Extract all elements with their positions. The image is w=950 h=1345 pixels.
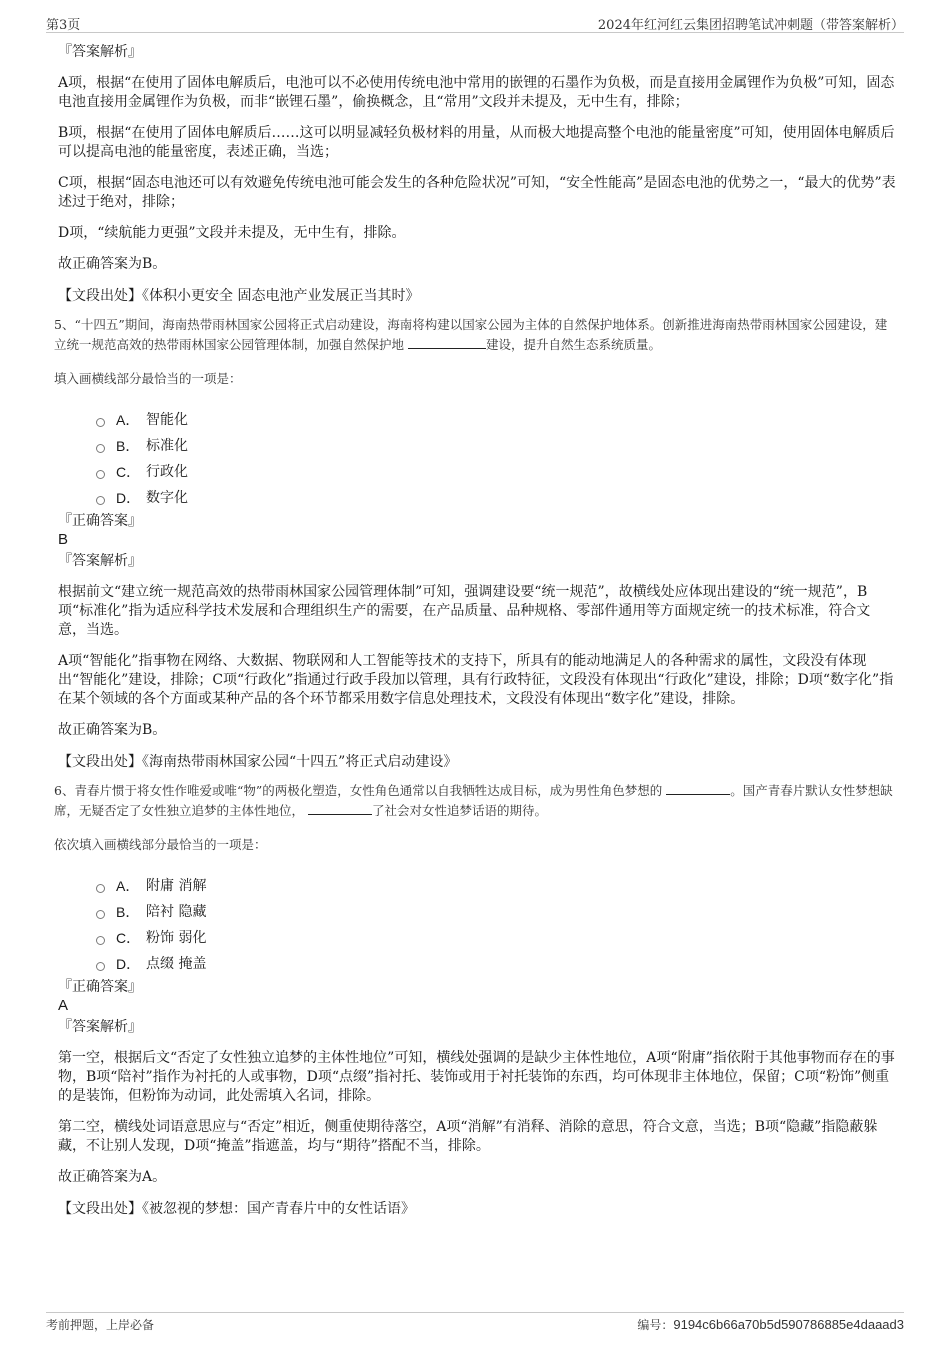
question-text: 。国产青春片默认女性梦想缺席，无疑否定了女性独立追梦的主体性地位， bbox=[54, 783, 893, 818]
question-instruction: 依次填入画横线部分最恰当的一项是： bbox=[54, 837, 267, 852]
radio-button[interactable] bbox=[96, 962, 105, 971]
question-text: 6、青春片惯于将女性作唯爱或唯“物”的两极化塑造，女性角色通常以自我牺牲达成目标，成为男性角色梦想的 bbox=[54, 783, 667, 798]
radio-button[interactable] bbox=[96, 884, 105, 893]
page-footer bbox=[46, 1312, 904, 1333]
footer-slogan: 考前押题，上岸必备 bbox=[46, 1318, 155, 1332]
question-6-options bbox=[96, 873, 896, 977]
correct-answer: A bbox=[58, 997, 69, 1014]
analysis-label: 『答案解析』 bbox=[58, 553, 142, 569]
option-c[interactable]: C． 行政化 bbox=[96, 459, 896, 485]
option-d[interactable]: D． 点缀 掩盖 bbox=[96, 951, 896, 977]
analysis-paragraph: A项“智能化”指事物在网络、大数据、物联网和人工智能等技术的支持下，所具有的能动地满足人的各种需求的属性，文段没有体现出“智能化”建设，排除；C项“行政化”指通过行政手段加以管理，具有行政特征，文段没有体现出“行政化”建设，排除；D项“数字化”指在某个领域的各个方面或某种产品的各个环节都采用数字信息处理技术，文段没有体现出“数字化”建设，排除。 bbox=[58, 653, 894, 707]
radio-button[interactable] bbox=[96, 496, 105, 505]
correct-answer: B bbox=[58, 531, 69, 548]
page-header bbox=[46, 14, 904, 33]
analysis-paragraph: D项，“续航能力更强”文段并未提及，无中生有，排除。 bbox=[58, 225, 406, 241]
analysis-label: 『答案解析』 bbox=[58, 1019, 142, 1035]
option-b[interactable]: B． 标准化 bbox=[96, 433, 896, 459]
question-text: 了社会对女性追梦话语的期待。 bbox=[371, 803, 547, 818]
analysis-paragraph: A项，根据“在使用了固体电解质后，电池可以不必使用传统电池中常用的嵌锂的石墨作为负极，而是直接用金属锂作为负极”可知，固态电池直接用金属锂作为负极，而非“嵌锂石墨”，偷换概念，且“常用”文段并未提及，无中生有，排除； bbox=[58, 75, 895, 110]
source-citation: 【文段出处】《被忽视的梦想：国产青春片中的女性话语》 bbox=[58, 1201, 415, 1217]
analysis-paragraph: 根据前文“建立统一规范高效的热带雨林国家公园管理体制”可知，强调建设要“统一规范”，故横线处应体现出建设的“统一规范”，B项“标准化”指为适应科学技术发展和合理组织生产的需要，在产品质量、品种规格、零部件通用等方面规定统一的技术标准，符合文意，当选。 bbox=[58, 584, 871, 638]
radio-button[interactable] bbox=[96, 910, 105, 919]
correct-answer-label: 『正确答案』 bbox=[58, 979, 142, 995]
conclusion: 故正确答案为B。 bbox=[58, 722, 167, 738]
fill-blank bbox=[308, 801, 372, 815]
analysis-label: 『答案解析』 bbox=[58, 44, 142, 60]
question-instruction: 填入画横线部分最恰当的一项是： bbox=[54, 371, 242, 386]
analysis-paragraph: 第二空，横线处词语意思应与“否定”相近，侧重使期待落空，A项“消解”有消释、消除的意思，符合文意，当选；B项“隐藏”指隐蔽躲藏，不让别人发现，D项“掩盖”指遮盖，均与“期待”搭配不当，排除。 bbox=[58, 1119, 878, 1154]
conclusion: 故正确答案为B。 bbox=[58, 256, 167, 272]
radio-button[interactable] bbox=[96, 418, 105, 427]
question-text: 建设，提升自然生态系统质量。 bbox=[485, 337, 661, 352]
question-5-options bbox=[96, 407, 896, 511]
radio-button[interactable] bbox=[96, 470, 105, 479]
page-number: 第3页 bbox=[46, 18, 81, 33]
fill-blank bbox=[408, 335, 486, 349]
radio-button[interactable] bbox=[96, 936, 105, 945]
option-b[interactable]: B． 陪衬 隐藏 bbox=[96, 899, 896, 925]
document-title: 2024年红河红云集团招聘笔试冲刺题（带答案解析） bbox=[597, 18, 904, 33]
page-content bbox=[54, 42, 896, 1228]
source-citation: 【文段出处】《体积小更安全 固态电池产业发展正当其时》 bbox=[58, 288, 420, 304]
document-code: 编号：9194c6b66a70b5d590786885e4daaad3 bbox=[637, 1317, 904, 1332]
conclusion: 故正确答案为A。 bbox=[58, 1169, 167, 1185]
analysis-paragraph: 第一空，根据后文“否定了女性独立追梦的主体性地位”可知，横线处强调的是缺少主体性地位，A项“附庸”指依附于其他事物而存在的事物，B项“陪衬”指作为衬托的人或事物，D项“点缀”指衬托、装饰或用于衬托装饰的东西，均可体现非主体地位，保留；C项“粉饰”侧重的是装饰，但粉饰为动词，此处需填入名词，排除。 bbox=[58, 1050, 895, 1104]
source-citation: 【文段出处】《海南热带雨林国家公园“十四五”将正式启动建设》 bbox=[58, 754, 458, 770]
fill-blank bbox=[666, 781, 730, 795]
question-text: 5、“十四五”期间，海南热带雨林国家公园将正式启动建设，海南将构建以国家公园为主体的自然保护地体系。创新推进海南热带雨林国家公园建设，建立统一规范高效的热带雨林国家公园管理体制，加强自然保护地 bbox=[54, 317, 888, 352]
analysis-paragraph: C项，根据“固态电池还可以有效避免传统电池可能会发生的各种危险状况”可知，“安全性能高”是固态电池的优势之一，“最大的优势”表述过于绝对，排除； bbox=[58, 175, 896, 210]
option-a[interactable]: A． 附庸 消解 bbox=[96, 873, 896, 899]
radio-button[interactable] bbox=[96, 444, 105, 453]
option-d[interactable]: D． 数字化 bbox=[96, 485, 896, 511]
analysis-paragraph: B项，根据“在使用了固体电解质后……这可以明显减轻负极材料的用量，从而极大地提高整个电池的能量密度”可知，使用固体电解质后可以提高电池的能量密度，表述正确，当选； bbox=[58, 125, 895, 160]
correct-answer-label: 『正确答案』 bbox=[58, 513, 142, 529]
question-5-stem bbox=[54, 315, 894, 355]
option-a[interactable]: A． 智能化 bbox=[96, 407, 896, 433]
question-6-stem bbox=[54, 781, 894, 821]
option-c[interactable]: C． 粉饰 弱化 bbox=[96, 925, 896, 951]
